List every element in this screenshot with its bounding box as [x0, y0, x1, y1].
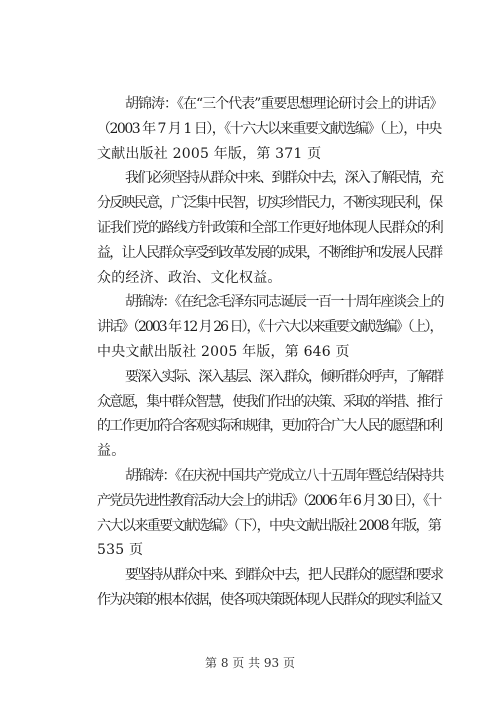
text-line: 胡锦涛：《在庆祝中国共产党成立八十五周年暨总结保持共 [125, 467, 443, 484]
text-line: 证我们党的路线方针政策和全部工作更好地体现人民群众的利 [97, 219, 443, 236]
text-line: 535 页 [97, 542, 144, 559]
document-body [97, 92, 443, 613]
text-line: 分反映民意，广泛集中民智，切实珍惜民力，不断实现民利，保 [97, 195, 442, 212]
page-footer: 第 8 页 共 93 页 [205, 656, 295, 670]
text-line: 要坚持从群众中来、到群众中去，把人民群众的愿望和要求 [125, 567, 443, 584]
text-line: 我们必须坚持从群众中来、到群众中去，深入了解民情，充 [125, 170, 443, 187]
text-line: 胡锦涛：《在纪念毛泽东同志诞辰一百一十周年座谈会上的 [125, 294, 443, 311]
text-line: 文献出版社 2005 年版，第 371 页 [97, 145, 322, 162]
body-paragraph [97, 365, 443, 464]
text-line: 益，让人民群众享受到改革发展的成果，不断维护和发展人民群 [97, 244, 442, 261]
citation-paragraph [97, 464, 443, 563]
text-line: 讲话》（2003 年 12 月 26 日），《十六大以来重要文献选编》（上）， [97, 319, 442, 336]
body-paragraph [97, 563, 443, 613]
text-line: 作为决策的根本依据，使各项决策既体现人民群众的现实利益又 [97, 591, 442, 608]
text-line: 胡锦涛：《在“三个代表”重要思想理论研讨会上的讲话》 [125, 96, 443, 112]
text-line: 中央文献出版社 2005 年版，第 646 页 [97, 343, 350, 360]
text-line: 要深入实际、深入基层、深入群众，倾听群众呼声，了解群 [125, 368, 443, 385]
text-line: （2003 年 7 月 1 日），《十六大以来重要文献选编》（上），中央 [97, 120, 441, 137]
text-line: 众的经济、政治、文化权益。 [97, 269, 282, 286]
body-paragraph [97, 166, 443, 290]
text-line: 益。 [97, 443, 126, 460]
text-line: 众意愿，集中群众智慧，使我们作出的决策、采取的举措、推行 [97, 393, 442, 410]
citation-paragraph [97, 92, 443, 166]
citation-paragraph [97, 290, 443, 364]
text-line: 的工作更加符合客观实际和规律，更加符合广大人民的愿望和利 [97, 418, 442, 435]
text-line: 产党员先进性教育活动大会上的讲话》（2006 年 6 月 30 日），《十 [97, 492, 441, 509]
text-line: 六大以来重要文献选编》（下），中央文献出版社 2008 年版，第 [97, 517, 441, 534]
